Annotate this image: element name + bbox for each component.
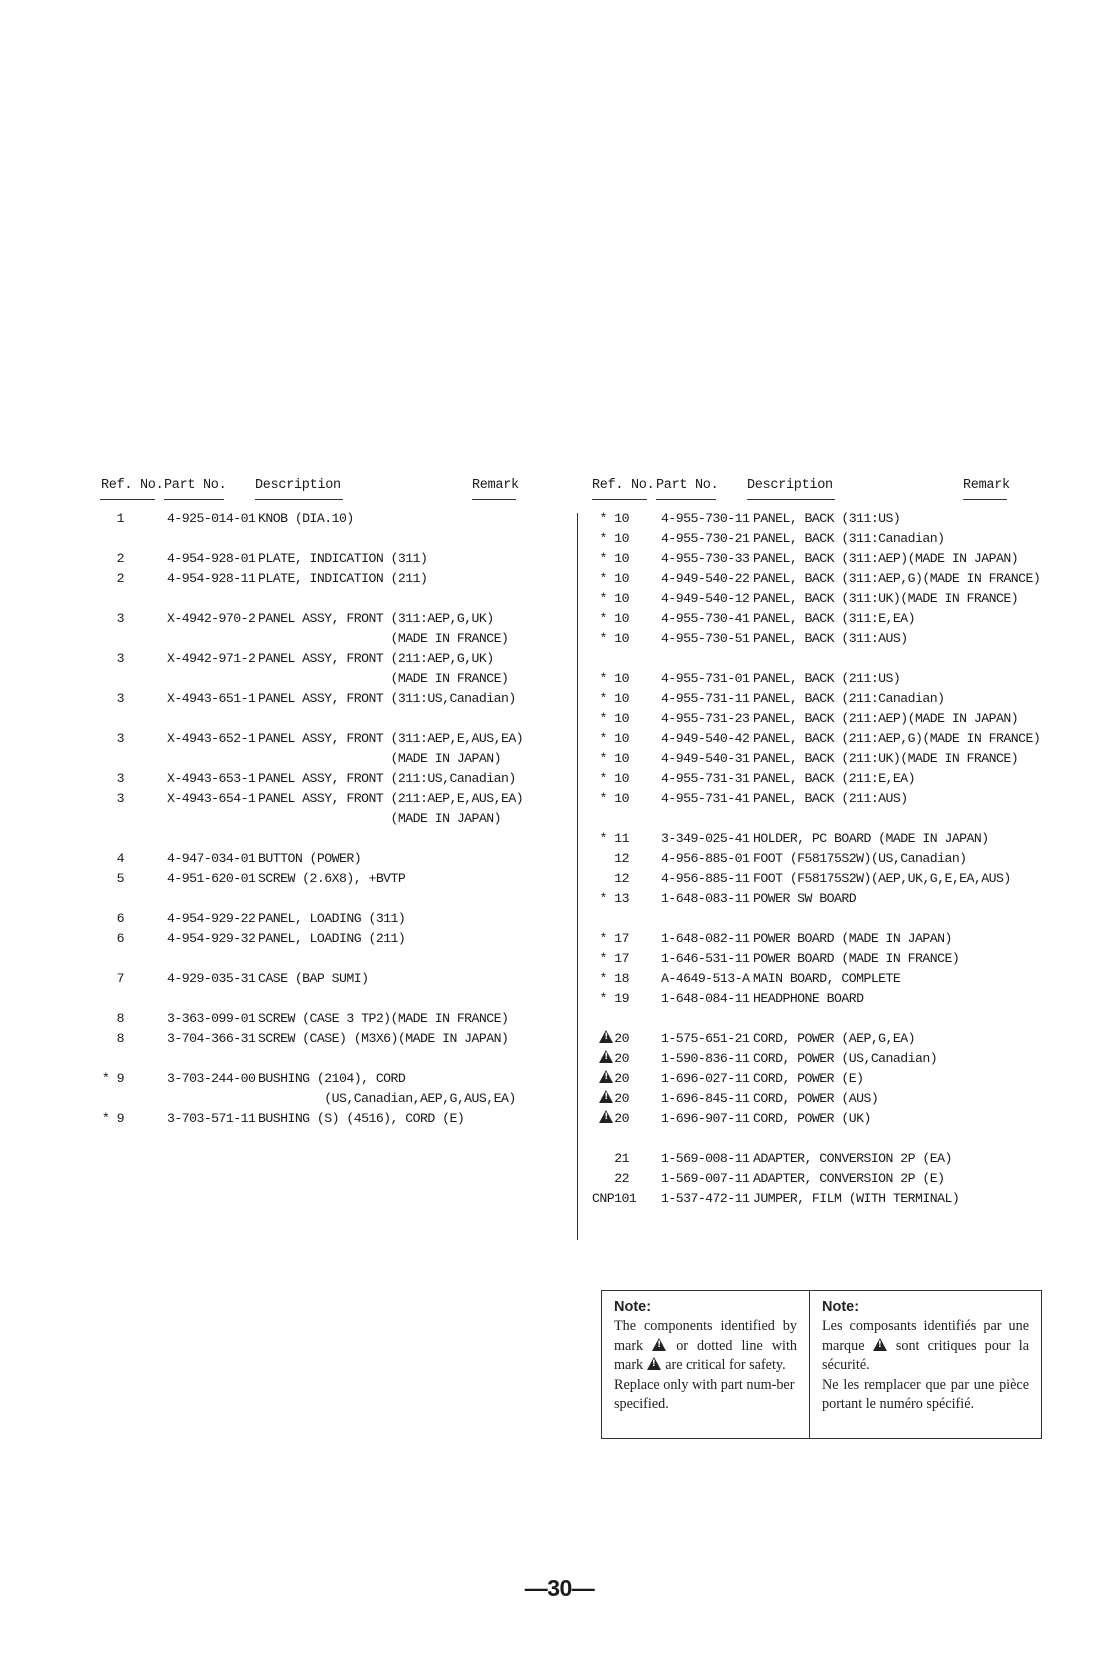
part-no: 4-955-731-31 bbox=[661, 771, 750, 786]
ref-no bbox=[592, 1029, 629, 1048]
ref-no: * 10 bbox=[599, 751, 629, 766]
ref-no: 22 bbox=[614, 1171, 629, 1186]
ref-no: * 11 bbox=[599, 831, 629, 846]
description: PANEL, BACK (311:UK)(MADE IN FRANCE) bbox=[753, 591, 1019, 606]
description: POWER BOARD (MADE IN JAPAN) bbox=[753, 931, 952, 946]
note-text: Ne les remplacer que par une pièce portant le numéro spécifié. bbox=[822, 1376, 1029, 1413]
ref-no: * 10 bbox=[599, 711, 629, 726]
right-header-underline bbox=[656, 499, 716, 500]
left-header-underline bbox=[100, 499, 155, 500]
note-english bbox=[602, 1291, 810, 1438]
part-no: 4-949-540-42 bbox=[661, 731, 750, 746]
note-text bbox=[614, 1317, 797, 1376]
part-no: 4-949-540-31 bbox=[661, 751, 750, 766]
description: PANEL, BACK (211:E,EA) bbox=[753, 771, 916, 786]
part-no: 1-569-007-11 bbox=[661, 1171, 750, 1186]
warning-triangle-icon bbox=[873, 1338, 887, 1351]
ref-no: * 13 bbox=[599, 891, 629, 906]
left-header-part: Part No. bbox=[164, 478, 227, 493]
left-header-underline bbox=[164, 499, 224, 500]
ref-no: * 10 bbox=[599, 691, 629, 706]
ref-no: * 10 bbox=[599, 571, 629, 586]
note-text-part: or dotted line with mark bbox=[614, 1337, 798, 1374]
ref-no: * 18 bbox=[599, 971, 629, 986]
description: PANEL, BACK (211:AEP)(MADE IN JAPAN) bbox=[753, 711, 1019, 726]
part-no: 3-704-366-31 bbox=[167, 1031, 256, 1046]
ref-no: 12 bbox=[614, 851, 629, 866]
ref-no: 4 bbox=[116, 851, 124, 866]
part-no: 1-575-651-21 bbox=[661, 1031, 750, 1046]
warning-triangle-icon bbox=[647, 1357, 661, 1370]
description: PANEL, LOADING (311) bbox=[258, 911, 406, 926]
part-no: 4-954-929-22 bbox=[167, 911, 256, 926]
ref-no: * 19 bbox=[599, 991, 629, 1006]
ref-no: * 9 bbox=[101, 1111, 124, 1126]
description: PANEL, BACK (211:US) bbox=[753, 671, 901, 686]
part-no: 4-956-885-11 bbox=[661, 871, 750, 886]
part-no: 1-537-472-11 bbox=[661, 1191, 750, 1206]
description: SCREW (CASE) (M3X6)(MADE IN JAPAN) bbox=[258, 1031, 509, 1046]
description: FOOT (F58175S2W)(US,Canadian) bbox=[753, 851, 967, 866]
part-no: 4-955-730-33 bbox=[661, 551, 750, 566]
right-header-desc: Description bbox=[747, 478, 833, 493]
description: PANEL, BACK (211:UK)(MADE IN FRANCE) bbox=[753, 751, 1019, 766]
description: PANEL, LOADING (211) bbox=[258, 931, 406, 946]
description: PANEL ASSY, FRONT (211:US,Canadian) bbox=[258, 771, 516, 786]
note-text bbox=[822, 1317, 1029, 1376]
ref-no: 3 bbox=[116, 731, 124, 746]
part-no: 1-569-008-11 bbox=[661, 1151, 750, 1166]
description: PANEL, BACK (311:E,EA) bbox=[753, 611, 916, 626]
ref-no: * 10 bbox=[599, 771, 629, 786]
warning-triangle-icon bbox=[599, 1050, 613, 1063]
left-header-underline bbox=[255, 499, 343, 500]
part-no: 4-954-929-32 bbox=[167, 931, 256, 946]
description: BUTTON (POWER) bbox=[258, 851, 362, 866]
description: JUMPER, FILM (WITH TERMINAL) bbox=[753, 1191, 960, 1206]
ref-no: * 10 bbox=[599, 731, 629, 746]
description: (MADE IN FRANCE) bbox=[258, 671, 509, 686]
ref-no: CNP101 bbox=[592, 1191, 637, 1206]
ref-no: 2 bbox=[116, 571, 124, 586]
description: MAIN BOARD, COMPLETE bbox=[753, 971, 901, 986]
part-no: 1-696-907-11 bbox=[661, 1111, 750, 1126]
part-no: 4-955-730-41 bbox=[661, 611, 750, 626]
description: CORD, POWER (UK) bbox=[753, 1111, 871, 1126]
ref-no: * 10 bbox=[599, 511, 629, 526]
ref-no bbox=[592, 1089, 629, 1108]
safety-note-box bbox=[601, 1290, 1042, 1439]
part-no: X-4943-652-1 bbox=[167, 731, 256, 746]
note-title: Note: bbox=[614, 1299, 652, 1315]
description: PANEL, BACK (311:AEP)(MADE IN JAPAN) bbox=[753, 551, 1019, 566]
part-no: 4-949-540-22 bbox=[661, 571, 750, 586]
warning-triangle-icon bbox=[599, 1090, 613, 1103]
part-no: 4-951-620-01 bbox=[167, 871, 256, 886]
part-no: 3-703-571-11 bbox=[167, 1111, 256, 1126]
part-no: 4-925-014-01 bbox=[167, 511, 256, 526]
description: HEADPHONE BOARD bbox=[753, 991, 864, 1006]
description: FOOT (F58175S2W)(AEP,UK,G,E,EA,AUS) bbox=[753, 871, 1011, 886]
description: PANEL ASSY, FRONT (311:US,Canadian) bbox=[258, 691, 516, 706]
description: PANEL ASSY, FRONT (211:AEP,E,AUS,EA) bbox=[258, 791, 524, 806]
ref-no: 1 bbox=[116, 511, 124, 526]
ref-no: 8 bbox=[116, 1031, 124, 1046]
warning-triangle-icon bbox=[652, 1338, 666, 1351]
part-no: 1-590-836-11 bbox=[661, 1051, 750, 1066]
description: (MADE IN JAPAN) bbox=[258, 751, 502, 766]
description: SCREW (2.6X8), +BVTP bbox=[258, 871, 406, 886]
part-no: 4-955-730-21 bbox=[661, 531, 750, 546]
column-divider bbox=[577, 513, 578, 1240]
part-no: 3-349-025-41 bbox=[661, 831, 750, 846]
part-no: 4-954-928-11 bbox=[167, 571, 256, 586]
right-header-ref: Ref. No. bbox=[592, 478, 655, 493]
description: ADAPTER, CONVERSION 2P (EA) bbox=[753, 1151, 952, 1166]
ref-no: * 10 bbox=[599, 791, 629, 806]
part-no: 4-949-540-12 bbox=[661, 591, 750, 606]
warning-triangle-icon bbox=[599, 1110, 613, 1123]
ref-no: 6 bbox=[116, 911, 124, 926]
part-no: 4-929-035-31 bbox=[167, 971, 256, 986]
part-no: 4-956-885-01 bbox=[661, 851, 750, 866]
description: CORD, POWER (E) bbox=[753, 1071, 864, 1086]
part-no: 3-363-099-01 bbox=[167, 1011, 256, 1026]
ref-no: 7 bbox=[116, 971, 124, 986]
part-no: 4-955-730-51 bbox=[661, 631, 750, 646]
description: PANEL, BACK (311:AEP,G)(MADE IN FRANCE) bbox=[753, 571, 1041, 586]
description: PANEL, BACK (211:AUS) bbox=[753, 791, 908, 806]
ref-no: 2 bbox=[116, 551, 124, 566]
left-header-underline bbox=[472, 499, 516, 500]
part-no: X-4943-651-1 bbox=[167, 691, 256, 706]
description: CORD, POWER (AUS) bbox=[753, 1091, 879, 1106]
part-no: X-4943-653-1 bbox=[167, 771, 256, 786]
description: PANEL ASSY, FRONT (311:AEP,E,AUS,EA) bbox=[258, 731, 524, 746]
warning-triangle-icon bbox=[599, 1030, 613, 1043]
part-no: 1-648-084-11 bbox=[661, 991, 750, 1006]
description: PLATE, INDICATION (311) bbox=[258, 551, 428, 566]
ref-value: 20 bbox=[614, 1071, 629, 1086]
ref-no: * 17 bbox=[599, 951, 629, 966]
note-text-part: sont critiques pour la sécurité. bbox=[822, 1337, 1029, 1374]
ref-no: 3 bbox=[116, 771, 124, 786]
part-no: 4-954-928-01 bbox=[167, 551, 256, 566]
description: BUSHING (S) (4516), CORD (E) bbox=[258, 1111, 465, 1126]
part-no: 1-646-531-11 bbox=[661, 951, 750, 966]
ref-value: 20 bbox=[614, 1051, 629, 1066]
page-number: —30— bbox=[524, 1575, 595, 1601]
ref-no bbox=[592, 1109, 629, 1128]
ref-no: 8 bbox=[116, 1011, 124, 1026]
description: (US,Canadian,AEP,G,AUS,EA) bbox=[258, 1091, 516, 1106]
description: PANEL, BACK (311:AUS) bbox=[753, 631, 908, 646]
right-header-underline bbox=[592, 499, 647, 500]
left-header-remark: Remark bbox=[472, 478, 519, 493]
ref-no: * 10 bbox=[599, 591, 629, 606]
ref-no: 6 bbox=[116, 931, 124, 946]
left-header-ref: Ref. No. bbox=[101, 478, 164, 493]
note-text: Replace only with part num-ber specified. bbox=[614, 1376, 795, 1413]
part-no: 1-648-082-11 bbox=[661, 931, 750, 946]
part-no: 3-703-244-00 bbox=[167, 1071, 256, 1086]
ref-no: * 10 bbox=[599, 671, 629, 686]
right-header-part: Part No. bbox=[656, 478, 719, 493]
description: CORD, POWER (US,Canadian) bbox=[753, 1051, 938, 1066]
description: BUSHING (2104), CORD bbox=[258, 1071, 406, 1086]
ref-no: 5 bbox=[116, 871, 124, 886]
ref-no bbox=[592, 1069, 629, 1088]
part-no: 4-955-731-11 bbox=[661, 691, 750, 706]
description: PANEL, BACK (211:Canadian) bbox=[753, 691, 945, 706]
warning-triangle-icon bbox=[599, 1070, 613, 1083]
ref-no: 12 bbox=[614, 871, 629, 886]
ref-no bbox=[592, 1049, 629, 1068]
part-no: A-4649-513-A bbox=[661, 971, 750, 986]
ref-no: * 10 bbox=[599, 531, 629, 546]
ref-no: 21 bbox=[614, 1151, 629, 1166]
ref-no: 3 bbox=[116, 651, 124, 666]
ref-no: * 10 bbox=[599, 551, 629, 566]
description: PANEL ASSY, FRONT (311:AEP,G,UK) bbox=[258, 611, 494, 626]
note-text-part: The components identified by mark bbox=[614, 1318, 797, 1354]
ref-no: 3 bbox=[116, 611, 124, 626]
part-no: X-4942-970-2 bbox=[167, 611, 256, 626]
note-text-part: are critical for safety. bbox=[665, 1357, 786, 1374]
ref-value: 20 bbox=[614, 1091, 629, 1106]
part-no: 4-955-731-41 bbox=[661, 791, 750, 806]
description: KNOB (DIA.10) bbox=[258, 511, 354, 526]
ref-no: 3 bbox=[116, 791, 124, 806]
description: HOLDER, PC BOARD (MADE IN JAPAN) bbox=[753, 831, 989, 846]
part-no: 1-696-845-11 bbox=[661, 1091, 750, 1106]
note-french bbox=[810, 1291, 1041, 1438]
description: PANEL, BACK (311:US) bbox=[753, 511, 901, 526]
part-no: 4-955-731-01 bbox=[661, 671, 750, 686]
ref-no: * 9 bbox=[101, 1071, 124, 1086]
description: PLATE, INDICATION (211) bbox=[258, 571, 428, 586]
right-header-remark: Remark bbox=[963, 478, 1010, 493]
description: PANEL, BACK (211:AEP,G)(MADE IN FRANCE) bbox=[753, 731, 1041, 746]
ref-value: 20 bbox=[614, 1111, 629, 1126]
description: CORD, POWER (AEP,G,EA) bbox=[753, 1031, 916, 1046]
part-no: 1-696-027-11 bbox=[661, 1071, 750, 1086]
description: POWER BOARD (MADE IN FRANCE) bbox=[753, 951, 960, 966]
note-text-part: Les composants identifiés par une marque bbox=[822, 1318, 1029, 1354]
description: (MADE IN JAPAN) bbox=[258, 811, 502, 826]
part-no: X-4943-654-1 bbox=[167, 791, 256, 806]
description: PANEL ASSY, FRONT (211:AEP,G,UK) bbox=[258, 651, 494, 666]
right-header-underline bbox=[747, 499, 835, 500]
right-header-underline bbox=[963, 499, 1007, 500]
part-no: 1-648-083-11 bbox=[661, 891, 750, 906]
part-no: 4-955-730-11 bbox=[661, 511, 750, 526]
description: SCREW (CASE 3 TP2)(MADE IN FRANCE) bbox=[258, 1011, 509, 1026]
description: CASE (BAP SUMI) bbox=[258, 971, 369, 986]
part-no: X-4942-971-2 bbox=[167, 651, 256, 666]
description: POWER SW BOARD bbox=[753, 891, 857, 906]
description: PANEL, BACK (311:Canadian) bbox=[753, 531, 945, 546]
part-no: 4-947-034-01 bbox=[167, 851, 256, 866]
ref-no: * 10 bbox=[599, 631, 629, 646]
description: (MADE IN FRANCE) bbox=[258, 631, 509, 646]
ref-no: * 10 bbox=[599, 611, 629, 626]
ref-value: 20 bbox=[614, 1031, 629, 1046]
left-header-desc: Description bbox=[255, 478, 341, 493]
description: ADAPTER, CONVERSION 2P (E) bbox=[753, 1171, 945, 1186]
ref-no: 3 bbox=[116, 691, 124, 706]
ref-no: * 17 bbox=[599, 931, 629, 946]
note-title: Note: bbox=[822, 1299, 860, 1315]
part-no: 4-955-731-23 bbox=[661, 711, 750, 726]
